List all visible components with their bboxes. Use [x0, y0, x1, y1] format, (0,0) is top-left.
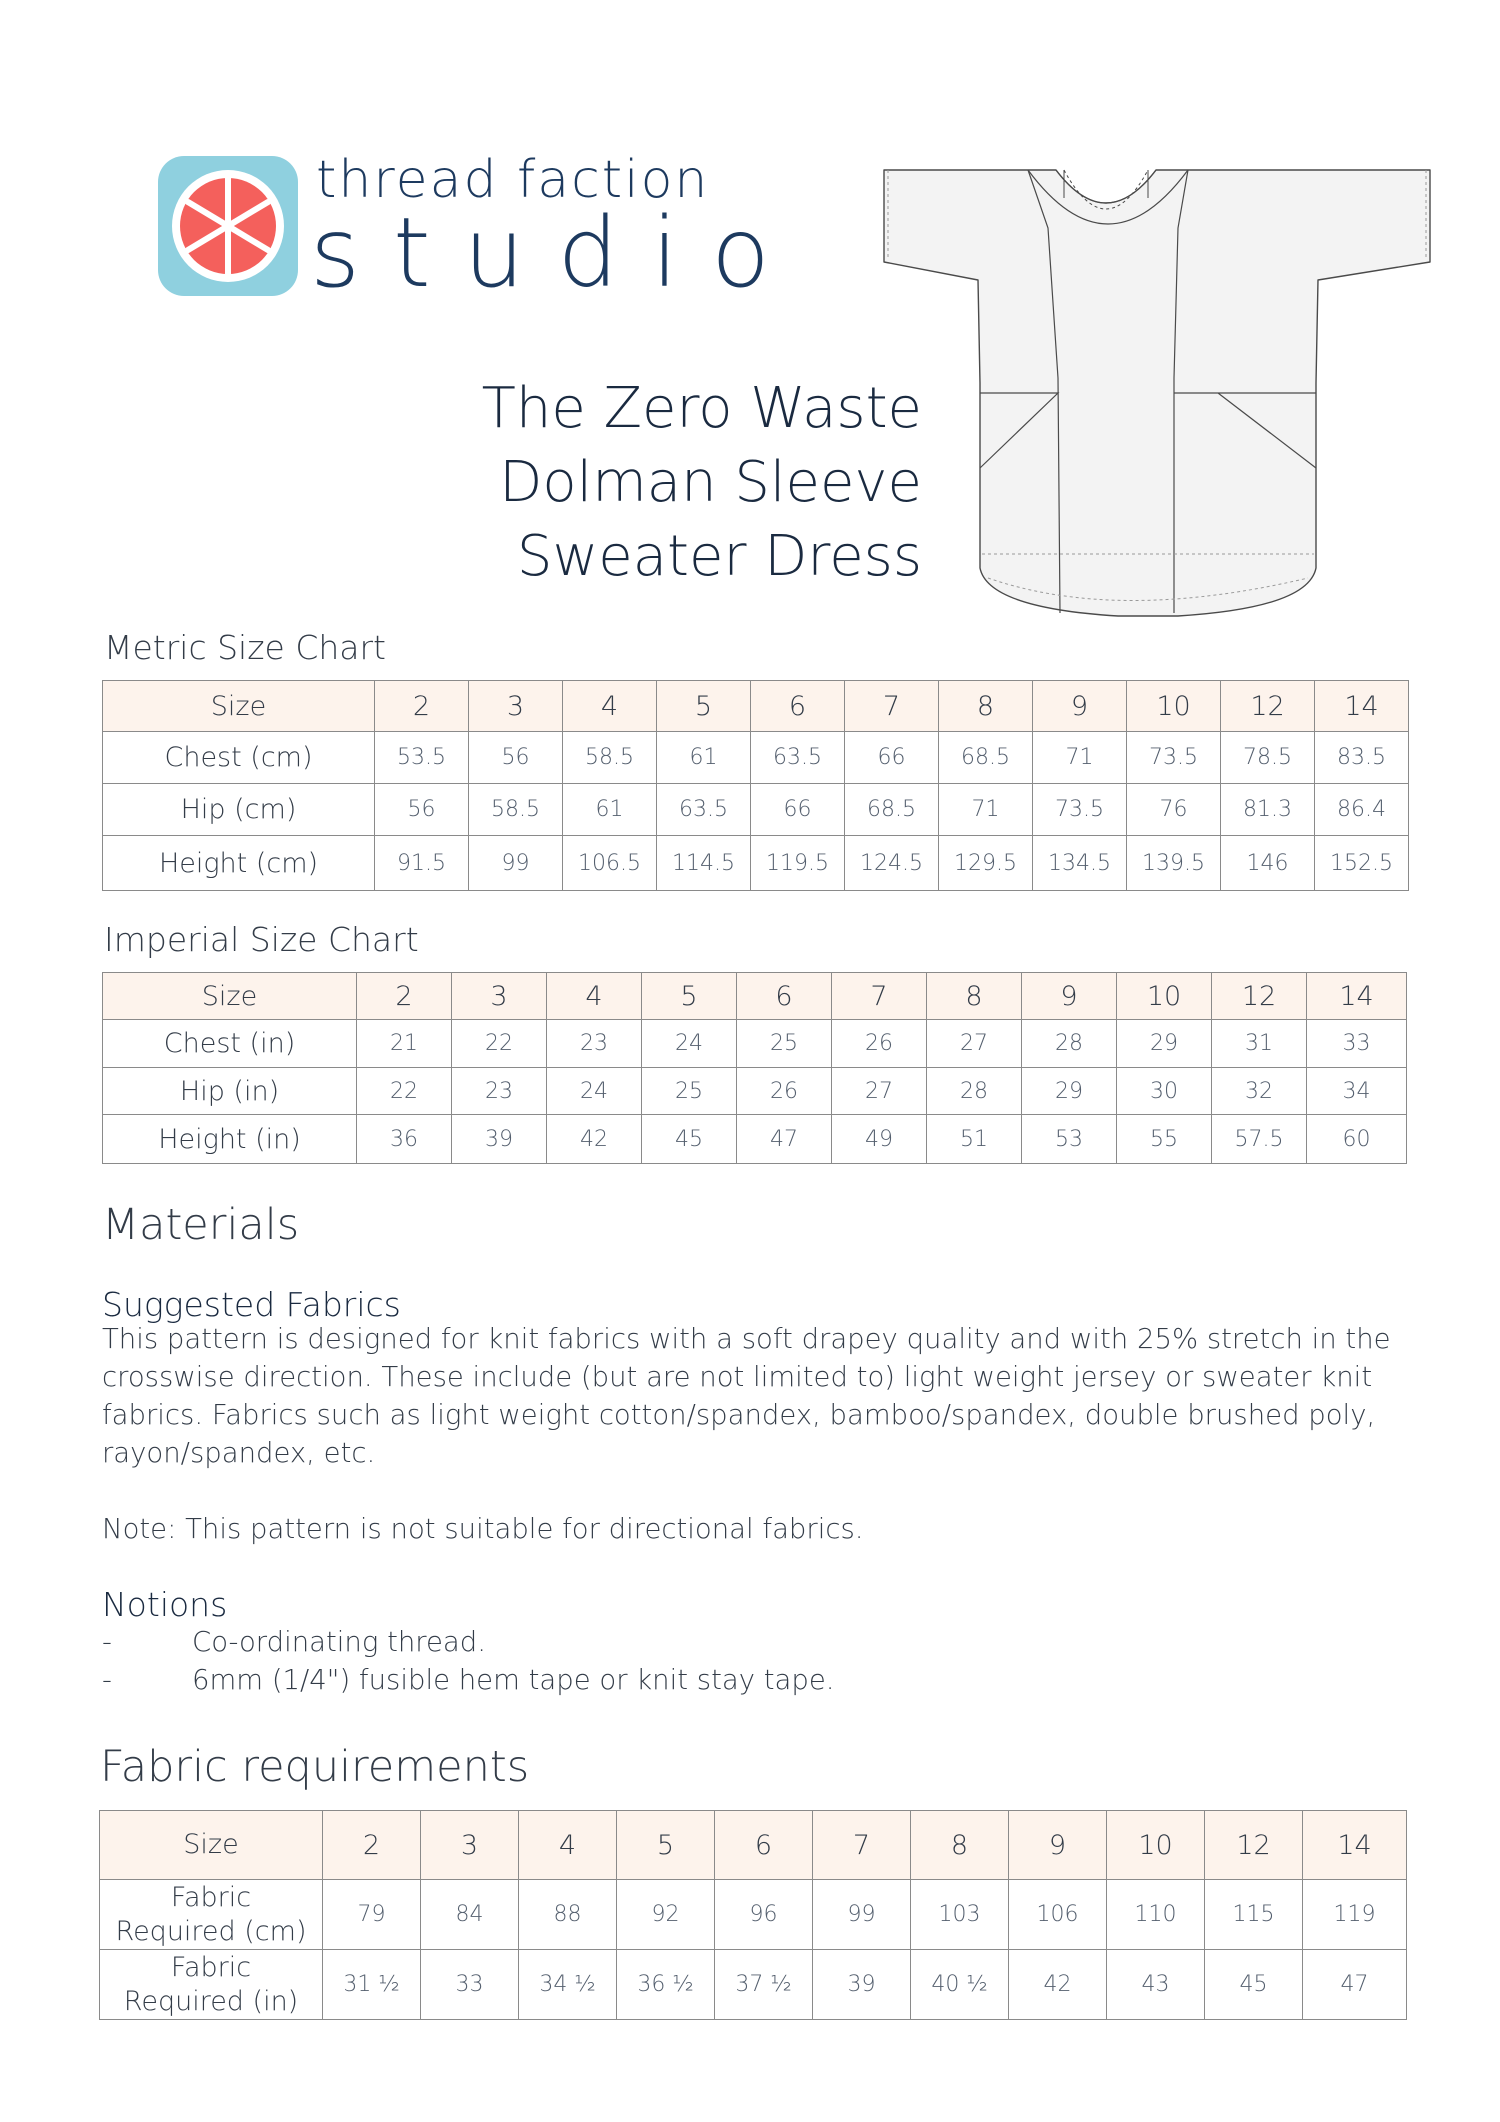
- table-cell: 56: [469, 732, 563, 784]
- table-cell: 12: [1212, 973, 1307, 1020]
- row-label: [100, 1880, 323, 1950]
- row-label: Chest (in): [103, 1020, 357, 1068]
- brand-name-line1: thread faction: [316, 150, 710, 210]
- table-cell: 22: [452, 1020, 547, 1068]
- suggested-fabrics-heading: Suggested Fabrics: [102, 1285, 401, 1324]
- table-cell: 45: [642, 1115, 737, 1164]
- table-cell: 7: [832, 973, 927, 1020]
- table-row: [100, 1811, 1407, 1880]
- row-label: Size: [100, 1811, 323, 1880]
- table-cell: 99: [813, 1880, 911, 1950]
- table-row: [103, 1115, 1407, 1164]
- table-cell: 7: [845, 681, 939, 732]
- table-cell: 4: [547, 973, 642, 1020]
- table-cell: 8: [911, 1811, 1009, 1880]
- title-line-3: Sweater Dress: [516, 524, 922, 589]
- table-cell: 8: [927, 973, 1022, 1020]
- materials-heading: Materials: [102, 1200, 300, 1250]
- table-cell: 57.5: [1212, 1115, 1307, 1164]
- table-cell: 6: [737, 973, 832, 1020]
- table-row: [100, 1880, 1407, 1950]
- table-cell: 71: [1033, 732, 1127, 784]
- row-label: [100, 1950, 323, 2020]
- table-cell: 4: [519, 1811, 617, 1880]
- table-cell: 71: [939, 784, 1033, 836]
- table-cell: 3: [469, 681, 563, 732]
- suggested-fabrics-text: [102, 1320, 1402, 1472]
- table-cell: 4: [563, 681, 657, 732]
- table-cell: 73.5: [1033, 784, 1127, 836]
- table-cell: 45: [1205, 1950, 1303, 2020]
- table-cell: 36 ½: [617, 1950, 715, 2020]
- table-cell: 96: [715, 1880, 813, 1950]
- table-cell: 14: [1315, 681, 1409, 732]
- table-cell: 2: [357, 973, 452, 1020]
- table-cell: 2: [375, 681, 469, 732]
- notion-text: 6mm (1/4") fusible hem tape or knit stay tape.: [192, 1664, 835, 1696]
- table-cell: 51: [927, 1115, 1022, 1164]
- table-cell: 12: [1221, 681, 1315, 732]
- table-cell: 115: [1205, 1880, 1303, 1950]
- table-cell: 42: [547, 1115, 642, 1164]
- table-cell: 33: [421, 1950, 519, 2020]
- table-cell: 58.5: [469, 784, 563, 836]
- paragraph-line: This pattern is designed for knit fabrics with a soft drapey quality and with 25% stretch in the: [102, 1323, 1391, 1355]
- table-cell: 103: [911, 1880, 1009, 1950]
- table-cell: 12: [1205, 1811, 1303, 1880]
- table-cell: 63.5: [751, 732, 845, 784]
- table-cell: 14: [1307, 973, 1407, 1020]
- table-cell: 27: [927, 1020, 1022, 1068]
- table-cell: 68.5: [845, 784, 939, 836]
- table-cell: 23: [452, 1068, 547, 1115]
- row-label-line: Required (cm): [115, 1915, 307, 1947]
- table-cell: 14: [1303, 1811, 1407, 1880]
- table-cell: 91.5: [375, 836, 469, 891]
- table-cell: 49: [832, 1115, 927, 1164]
- table-cell: 84: [421, 1880, 519, 1950]
- row-label: Size: [103, 973, 357, 1020]
- table-row: [100, 1950, 1407, 2020]
- table-cell: 28: [1022, 1020, 1117, 1068]
- table-cell: 53: [1022, 1115, 1117, 1164]
- table-cell: 124.5: [845, 836, 939, 891]
- table-cell: 7: [813, 1811, 911, 1880]
- paragraph-line: fabrics. Fabrics such as light weight cotton/spandex, bamboo/spandex, double brushed poly,: [102, 1399, 1376, 1431]
- table-cell: 40 ½: [911, 1950, 1009, 2020]
- dress-illustration: [878, 168, 1438, 628]
- table-cell: 9: [1033, 681, 1127, 732]
- table-cell: 3: [421, 1811, 519, 1880]
- table-cell: 61: [657, 732, 751, 784]
- table-cell: 66: [751, 784, 845, 836]
- row-label: Hip (in): [103, 1068, 357, 1115]
- table-cell: 5: [642, 973, 737, 1020]
- brand-logo-icon: [158, 156, 298, 296]
- table-row: [103, 681, 1409, 732]
- table-cell: 34 ½: [519, 1950, 617, 2020]
- table-cell: 114.5: [657, 836, 751, 891]
- row-label-line: Fabric: [170, 1951, 252, 1983]
- table-cell: 47: [737, 1115, 832, 1164]
- table-cell: 5: [617, 1811, 715, 1880]
- table-cell: 68.5: [939, 732, 1033, 784]
- table-cell: 81.3: [1221, 784, 1315, 836]
- pattern-title: [482, 372, 922, 594]
- table-row: [103, 732, 1409, 784]
- row-label-line: Required (in): [123, 1985, 299, 2017]
- notion-item: [102, 1626, 486, 1658]
- table-cell: 78.5: [1221, 732, 1315, 784]
- table-cell: 26: [737, 1068, 832, 1115]
- notion-text: Co-ordinating thread.: [192, 1626, 486, 1658]
- table-cell: 8: [939, 681, 1033, 732]
- table-cell: 79: [323, 1880, 421, 1950]
- table-cell: 34: [1307, 1068, 1407, 1115]
- table-cell: 119.5: [751, 836, 845, 891]
- fabric-requirements-heading: Fabric requirements: [100, 1742, 530, 1792]
- table-cell: 2: [323, 1811, 421, 1880]
- table-cell: 139.5: [1127, 836, 1221, 891]
- table-cell: 60: [1307, 1115, 1407, 1164]
- metric-chart-title: Metric Size Chart: [104, 628, 386, 667]
- table-cell: 83.5: [1315, 732, 1409, 784]
- table-cell: 39: [452, 1115, 547, 1164]
- row-label: Height (cm): [103, 836, 375, 891]
- table-row: [103, 836, 1409, 891]
- paragraph-line: crosswise direction. These include (but are not limited to) light weight jersey or sweater knit: [102, 1361, 1373, 1393]
- table-row: [103, 1020, 1407, 1068]
- brand-name-line2: studio: [310, 197, 803, 309]
- table-cell: 99: [469, 836, 563, 891]
- table-cell: 146: [1221, 836, 1315, 891]
- metric-size-table: [102, 680, 1409, 891]
- notions-heading: Notions: [102, 1585, 228, 1624]
- table-row: [103, 1068, 1407, 1115]
- table-cell: 10: [1127, 681, 1221, 732]
- table-cell: 24: [642, 1020, 737, 1068]
- title-line-2: Dolman Sleeve: [499, 450, 922, 515]
- table-row: [103, 784, 1409, 836]
- bullet-dash: -: [102, 1626, 112, 1658]
- table-cell: 32: [1212, 1068, 1307, 1115]
- table-cell: 73.5: [1127, 732, 1221, 784]
- notion-item: [102, 1664, 835, 1696]
- table-cell: 106.5: [563, 836, 657, 891]
- table-cell: 134.5: [1033, 836, 1127, 891]
- table-cell: 119: [1303, 1880, 1407, 1950]
- fabric-requirements-table: [99, 1810, 1407, 2020]
- table-cell: 10: [1117, 973, 1212, 1020]
- row-label-line: Fabric: [170, 1881, 252, 1913]
- table-cell: 25: [737, 1020, 832, 1068]
- table-cell: 30: [1117, 1068, 1212, 1115]
- row-label: Chest (cm): [103, 732, 375, 784]
- table-cell: 3: [452, 973, 547, 1020]
- table-cell: 58.5: [563, 732, 657, 784]
- table-cell: 29: [1117, 1020, 1212, 1068]
- row-label: Hip (cm): [103, 784, 375, 836]
- row-label: Size: [103, 681, 375, 732]
- table-cell: 22: [357, 1068, 452, 1115]
- table-cell: 56: [375, 784, 469, 836]
- table-cell: 39: [813, 1950, 911, 2020]
- table-cell: 43: [1107, 1950, 1205, 2020]
- table-cell: 47: [1303, 1950, 1407, 2020]
- table-cell: 23: [547, 1020, 642, 1068]
- imperial-size-table: [102, 972, 1407, 1164]
- bullet-dash: -: [102, 1664, 112, 1696]
- table-cell: 86.4: [1315, 784, 1409, 836]
- table-cell: 55: [1117, 1115, 1212, 1164]
- table-cell: 76: [1127, 784, 1221, 836]
- table-cell: 110: [1107, 1880, 1205, 1950]
- table-cell: 88: [519, 1880, 617, 1950]
- table-cell: 33: [1307, 1020, 1407, 1068]
- imperial-chart-title: Imperial Size Chart: [104, 920, 419, 959]
- table-cell: 5: [657, 681, 751, 732]
- table-cell: 63.5: [657, 784, 751, 836]
- table-cell: 29: [1022, 1068, 1117, 1115]
- table-cell: 27: [832, 1068, 927, 1115]
- table-cell: 28: [927, 1068, 1022, 1115]
- table-cell: 53.5: [375, 732, 469, 784]
- table-cell: 24: [547, 1068, 642, 1115]
- table-cell: 31: [1212, 1020, 1307, 1068]
- paragraph-line: rayon/spandex, etc.: [102, 1437, 376, 1469]
- table-cell: 6: [751, 681, 845, 732]
- table-cell: 42: [1009, 1950, 1107, 2020]
- table-cell: 66: [845, 732, 939, 784]
- table-cell: 26: [832, 1020, 927, 1068]
- table-cell: 152.5: [1315, 836, 1409, 891]
- table-cell: 92: [617, 1880, 715, 1950]
- table-cell: 106: [1009, 1880, 1107, 1950]
- table-cell: 9: [1009, 1811, 1107, 1880]
- directional-fabric-note: Note: This pattern is not suitable for directional fabrics.: [102, 1513, 864, 1545]
- table-cell: 31 ½: [323, 1950, 421, 2020]
- table-cell: 9: [1022, 973, 1117, 1020]
- table-cell: 10: [1107, 1811, 1205, 1880]
- table-cell: 129.5: [939, 836, 1033, 891]
- table-cell: 61: [563, 784, 657, 836]
- table-cell: 6: [715, 1811, 813, 1880]
- row-label: Height (in): [103, 1115, 357, 1164]
- table-cell: 37 ½: [715, 1950, 813, 2020]
- table-cell: 21: [357, 1020, 452, 1068]
- table-row: [103, 973, 1407, 1020]
- table-cell: 25: [642, 1068, 737, 1115]
- table-cell: 36: [357, 1115, 452, 1164]
- title-line-1: The Zero Waste: [481, 376, 922, 441]
